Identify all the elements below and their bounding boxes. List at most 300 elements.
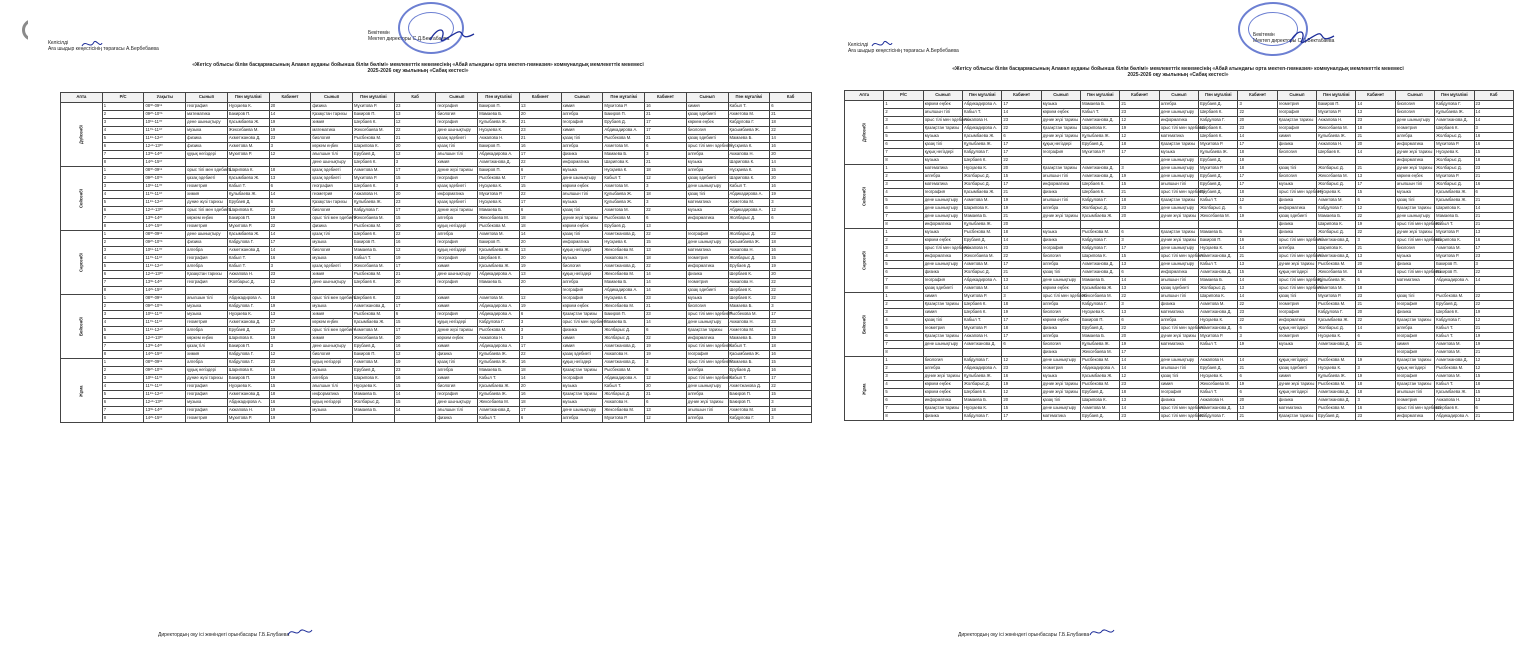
teacher-cell: Ахметжанова Д. <box>1081 269 1120 277</box>
room-cell: 6 <box>1238 325 1277 333</box>
lesson-time: 13³⁵-14²⁰ <box>144 407 186 415</box>
room-cell: 6 <box>1356 277 1395 285</box>
subject-cell: Қазақстан тарихы <box>311 111 353 119</box>
table-row <box>845 213 1514 221</box>
agreed-signatory: Аға шыдыр кеңесгісінің төрағасы А.Бербебаева <box>48 46 159 52</box>
room-cell: 23 <box>269 327 311 335</box>
room-cell: 12 <box>1120 373 1159 381</box>
teacher-cell: Шарипова К. <box>963 205 1002 213</box>
room-cell: 6 <box>1474 405 1514 413</box>
subject-cell: информатика <box>923 253 962 261</box>
subject-cell: алгебра <box>923 173 962 181</box>
teacher-cell: Нұсқаева К. <box>603 295 645 303</box>
teacher-cell: Рысбекова М. <box>1317 357 1356 365</box>
room-cell: 12 <box>645 415 687 423</box>
lesson-number: 6 <box>884 141 923 149</box>
table-row <box>61 383 812 391</box>
teacher-cell: Рысбекова М. <box>353 223 395 231</box>
teacher-cell <box>227 159 269 167</box>
column-header: Пән мұғалімі <box>353 93 395 103</box>
teacher-cell: Шербаев К. <box>1435 405 1474 413</box>
teacher-cell: Құлыбаева Ж. <box>353 199 395 207</box>
room-cell: 21 <box>1474 349 1514 357</box>
subject-cell: география <box>436 119 478 127</box>
teacher-cell: Жолбарыс Д. <box>728 215 770 223</box>
lesson-number: 5 <box>102 327 144 335</box>
room-cell: 15 <box>394 175 436 183</box>
subject-cell: ағылшын тілі <box>686 407 728 415</box>
room-cell: 6 <box>394 311 436 319</box>
subject-cell: ағылшын тілі <box>186 295 228 303</box>
subject-cell: музыка <box>923 133 962 141</box>
teacher-cell: Ахметова М. <box>1317 197 1356 205</box>
agreed-label: Келісілді <box>48 40 69 46</box>
table-row <box>61 287 812 295</box>
subject-cell: құқық негіздері <box>1277 389 1316 397</box>
room-cell: 23 <box>1002 365 1041 373</box>
teacher-cell: Құлыбаева Ж. <box>227 191 269 199</box>
lesson-number: 8 <box>884 221 923 229</box>
room-cell: 18 <box>770 119 812 127</box>
table-row <box>845 413 1514 421</box>
subject-cell: биология <box>436 383 478 391</box>
subject-cell: музыка <box>686 159 728 167</box>
subject-cell: музыка <box>186 399 228 407</box>
room-cell: 3 <box>645 151 687 159</box>
room-cell: 19 <box>269 215 311 223</box>
lesson-number: 5 <box>102 263 144 271</box>
room-cell: 22 <box>1356 213 1395 221</box>
room-cell: 13 <box>1356 253 1395 261</box>
subject-cell: құқық негіздері <box>436 223 478 231</box>
teacher-cell: Жолбарыс Д. <box>963 381 1002 389</box>
lesson-number: 4 <box>884 381 923 389</box>
room-cell: 14 <box>1474 277 1514 285</box>
room-cell: 19 <box>770 191 812 199</box>
subject-cell: геометрия <box>1395 397 1434 405</box>
room-cell: 17 <box>770 311 812 319</box>
teacher-cell: Жексебаева М. <box>478 215 520 223</box>
room-cell: 20 <box>1002 221 1041 229</box>
day-label: Сәрсенбі <box>61 231 103 295</box>
subject-cell: Қазақстан тарихы <box>1159 229 1198 237</box>
subject-cell: көркем еңбек <box>561 223 603 231</box>
subject-cell: дүние жүзі тарихы <box>1277 261 1316 269</box>
subject-cell: география <box>561 287 603 295</box>
lesson-time: 08³⁰-09¹⁵ <box>144 167 186 175</box>
table-row <box>845 221 1514 229</box>
lesson-number: 8 <box>884 349 923 357</box>
day-label: Бейсенбі <box>845 293 884 357</box>
subject-cell: информатика <box>561 159 603 167</box>
subject-cell: геометрия <box>1277 101 1316 109</box>
table-row <box>845 389 1514 397</box>
table-row <box>845 109 1514 117</box>
room-cell: 17 <box>1474 245 1514 253</box>
lesson-number: 7 <box>884 277 923 285</box>
teacher-cell: Шарипова К. <box>227 167 269 175</box>
column-header: Пән мұғалімі <box>603 93 645 103</box>
subject-cell <box>1041 157 1080 165</box>
subject-cell: география <box>1395 301 1434 309</box>
room-cell: 6 <box>519 415 561 423</box>
subject-cell: дүние жүзі тарихы <box>1041 389 1080 397</box>
lesson-number: 4 <box>884 125 923 133</box>
room-cell: 14 <box>1238 277 1277 285</box>
teacher-cell: Акжапова Н. <box>603 255 645 263</box>
table-row <box>61 151 812 159</box>
subject-cell: геометрия <box>1395 125 1434 133</box>
room-cell: 18 <box>1120 197 1159 205</box>
teacher-cell: Ерубаев Д. <box>1199 157 1238 165</box>
subject-cell: биология <box>1395 109 1434 117</box>
lesson-time: 11⁵⁵-12⁴⁰ <box>144 135 186 143</box>
room-cell: 13 <box>1120 397 1159 405</box>
room-cell: 22 <box>1120 293 1159 301</box>
column-header: Кабинет <box>1356 91 1395 101</box>
room-cell: 23 <box>269 135 311 143</box>
subject-cell: информатика <box>1041 181 1080 189</box>
teacher-cell: Жолбарыс Д. <box>1435 157 1474 165</box>
teacher-cell: Құлыбаева Ж. <box>1081 341 1120 349</box>
room-cell: 20 <box>1356 261 1395 269</box>
column-header: Сынып <box>923 91 962 101</box>
subject-cell: орыс тілі мен әдебиеті <box>1395 269 1434 277</box>
table-row <box>845 357 1514 365</box>
subject-cell: алгебра <box>686 151 728 159</box>
room-cell: 13 <box>1238 261 1277 269</box>
room-cell: 19 <box>1002 309 1041 317</box>
room-cell: 6 <box>1238 389 1277 397</box>
teacher-cell: Шарипова К. <box>353 143 395 151</box>
room-cell: 19 <box>1120 173 1159 181</box>
subject-cell: информатика <box>1277 205 1316 213</box>
room-cell: 22 <box>770 295 812 303</box>
room-cell: 18 <box>269 391 311 399</box>
subject-cell: математика <box>1159 341 1198 349</box>
subject-cell: дене шынықтыру <box>1159 205 1198 213</box>
table-row <box>61 399 812 407</box>
subject-cell: химия <box>561 103 603 111</box>
room-cell: 21 <box>1474 413 1514 421</box>
subject-cell: музыка <box>923 229 962 237</box>
room-cell: 23 <box>394 367 436 375</box>
teacher-cell: Бакиров П. <box>728 391 770 399</box>
teacher-cell: Кабдулова Г. <box>1199 117 1238 125</box>
subject-cell: алгебра <box>1159 317 1198 325</box>
teacher-cell: Нұсқаева К. <box>728 167 770 175</box>
approved-signatory: Мектеп директоры С.Д.Бектабаева <box>368 36 450 42</box>
room-cell: 6 <box>519 311 561 319</box>
room-cell: 22 <box>1238 109 1277 117</box>
subject-cell: дене шынықтыру <box>186 119 228 127</box>
room-cell: 17 <box>1002 181 1041 189</box>
subject-cell: математика <box>1277 405 1316 413</box>
subject-cell: қазақ әдебиеті <box>923 285 962 293</box>
subject-cell: информатика <box>1395 141 1434 149</box>
room-cell: 17 <box>1002 333 1041 341</box>
lesson-number: 1 <box>102 359 144 367</box>
subject-cell: дене шынықтыру <box>1159 245 1198 253</box>
room-cell: 21 <box>519 135 561 143</box>
teacher-cell: Кабыл Т. <box>1435 333 1474 341</box>
room-cell: 17 <box>1120 349 1159 357</box>
teacher-cell: Бакиров П. <box>353 111 395 119</box>
room-cell: 17 <box>394 263 436 271</box>
teacher-cell: Рысбекова М. <box>1317 261 1356 269</box>
teacher-cell: Кабыл Т. <box>227 255 269 263</box>
subject-cell: музыка <box>561 199 603 207</box>
lesson-number: 7 <box>884 341 923 349</box>
subject-cell: алгебра <box>186 263 228 271</box>
room-cell: 15 <box>1120 181 1159 189</box>
table-row <box>845 149 1514 157</box>
room-cell: 19 <box>1474 333 1514 341</box>
subject-cell: биология <box>1041 341 1080 349</box>
subject-cell: қазақ тілі <box>561 231 603 239</box>
room-cell: 17 <box>519 151 561 159</box>
subject-cell: дене шынықтыру <box>186 231 228 239</box>
lesson-time: 11⁰⁵-11⁵⁰ <box>144 127 186 135</box>
teacher-cell: Кабыл Т. <box>603 383 645 391</box>
subject-cell: алгебра <box>186 327 228 335</box>
room-cell: 14 <box>1120 405 1159 413</box>
subject-cell: орыс тілі мен әдебиеті <box>1395 237 1434 245</box>
room-cell: 15 <box>770 391 812 399</box>
subject-cell: орыс тілі мен әдебиеті <box>1041 293 1080 301</box>
subject-cell: көркем еңбек <box>436 335 478 343</box>
lesson-time: 08³⁰-09¹⁵ <box>144 103 186 111</box>
room-cell: 13 <box>1356 109 1395 117</box>
room-cell: 19 <box>269 415 311 423</box>
room-cell: 17 <box>394 327 436 335</box>
room-cell: 16 <box>269 255 311 263</box>
column-header: Сынып <box>1277 91 1316 101</box>
room-cell: 15 <box>394 383 436 391</box>
subject-cell: Қазақстан тарихы <box>1277 413 1316 421</box>
table-row <box>845 317 1514 325</box>
lesson-number: 6 <box>102 143 144 151</box>
teacher-cell: Ахметова М. <box>1435 349 1474 357</box>
column-header: Сынып <box>1041 91 1080 101</box>
subject-cell: құқық негіздері <box>1277 325 1316 333</box>
lesson-number: 6 <box>884 269 923 277</box>
subject-cell <box>311 415 353 423</box>
lesson-number: 8 <box>884 157 923 165</box>
room-cell: 14 <box>1474 117 1514 125</box>
column-header: Сынып <box>561 93 603 103</box>
room-cell: 14 <box>1238 357 1277 365</box>
subject-cell: музыка <box>311 255 353 263</box>
room-cell: 19 <box>645 351 687 359</box>
room-cell: 20 <box>394 335 436 343</box>
subject-cell: информатика <box>686 215 728 223</box>
room-cell: 3 <box>1238 333 1277 341</box>
teacher-cell: Кабыл Т. <box>728 375 770 383</box>
subject-cell: дүние жүзі тарихы <box>436 327 478 335</box>
column-header: Кабинет <box>519 93 561 103</box>
subject-cell: биология <box>311 135 353 143</box>
teacher-cell: Құлыбаева Ж. <box>963 221 1002 229</box>
teacher-cell: Мамаева Б. <box>728 359 770 367</box>
teacher-cell: Кабыл Т. <box>1435 381 1474 389</box>
subject-cell: физика <box>1159 397 1198 405</box>
subject-cell: орыс тілі мен әдебиеті <box>686 343 728 351</box>
room-cell: 3 <box>770 199 812 207</box>
teacher-cell: Мамаева Б. <box>728 335 770 343</box>
teacher-cell: Ахметжанова Д. <box>603 343 645 351</box>
lesson-number: 4 <box>102 255 144 263</box>
teacher-cell: Кабыл Т. <box>1199 261 1238 269</box>
teacher-cell: Абдикадирова А. <box>603 375 645 383</box>
teacher-cell: Шербаев К. <box>353 183 395 191</box>
room-cell: 19 <box>1002 197 1041 205</box>
teacher-cell: Шарипова К. <box>353 375 395 383</box>
room-cell: 13 <box>519 103 561 111</box>
table-row <box>61 111 812 119</box>
subject-cell: музыка <box>923 157 962 165</box>
lesson-number: 5 <box>102 391 144 399</box>
subject-cell: құқық негіздері <box>436 247 478 255</box>
subject-cell: дене шынықтыру <box>1395 117 1434 125</box>
subject-cell: дене шынықтыру <box>923 205 962 213</box>
room-cell: 20 <box>519 111 561 119</box>
subject-cell: дене шынықтыру <box>923 213 962 221</box>
lesson-time: 12⁴⁵-13³⁰ <box>144 271 186 279</box>
room-cell: 13 <box>1120 285 1159 293</box>
subject-cell <box>186 159 228 167</box>
room-cell <box>1120 221 1159 229</box>
column-header: Кабинет <box>1120 91 1159 101</box>
room-cell: 21 <box>1474 325 1514 333</box>
teacher-cell: Нұсқаева К. <box>963 405 1002 413</box>
room-cell: 18 <box>1120 141 1159 149</box>
room-cell: 22 <box>394 231 436 239</box>
room-cell: 15 <box>770 167 812 175</box>
subject-cell: химия <box>436 159 478 167</box>
room-cell: 15 <box>1356 189 1395 197</box>
room-cell: 16 <box>645 103 687 111</box>
room-cell: 19 <box>269 303 311 311</box>
teacher-cell: Ахметова М. <box>963 197 1002 205</box>
subject-cell: алгебра <box>561 279 603 287</box>
subject-cell: ағылшын тілі <box>1159 365 1198 373</box>
teacher-cell: Қасымбаева Ж. <box>1081 213 1120 221</box>
teacher-cell: Акжапова Н. <box>227 407 269 415</box>
room-cell: 13 <box>394 111 436 119</box>
teacher-cell: Бакиров П. <box>1435 261 1474 269</box>
room-cell: 13 <box>269 175 311 183</box>
teacher-cell: Шербаев К. <box>353 231 395 239</box>
teacher-cell: Құлыбаева Ж. <box>603 199 645 207</box>
subject-cell: химия <box>311 119 353 127</box>
teacher-cell: Ахметова М. <box>728 327 770 335</box>
teacher-cell: Ахметжанова Д. <box>963 341 1002 349</box>
table-row <box>845 373 1514 381</box>
teacher-cell: Жолбарыс Д. <box>1435 181 1474 189</box>
teacher-cell: Ахметова М. <box>603 143 645 151</box>
subject-cell <box>186 287 228 295</box>
room-cell: 14 <box>1120 357 1159 365</box>
subject-cell: алгебра <box>186 359 228 367</box>
subject-cell: орыс тілі мен әдебиеті <box>686 311 728 319</box>
teacher-cell: Ахметжанова Д. <box>478 407 520 415</box>
subject-cell: география <box>186 279 228 287</box>
room-cell: 3 <box>394 183 436 191</box>
teacher-cell: Кабдулова Г. <box>1081 245 1120 253</box>
teacher-cell: Жексебаева М. <box>353 263 395 271</box>
teacher-cell: Ерубаев Д. <box>1081 141 1120 149</box>
subject-cell: дене шынықтыру <box>311 279 353 287</box>
subject-cell: дүние жүзі тарихы <box>923 373 962 381</box>
teacher-cell: Акжапова Н. <box>478 135 520 143</box>
lesson-number: 3 <box>102 183 144 191</box>
room-cell: 12 <box>1238 197 1277 205</box>
subject-cell: биология <box>1041 309 1080 317</box>
subject-cell: география <box>561 295 603 303</box>
table-row <box>61 359 812 367</box>
room-cell: 12 <box>269 351 311 359</box>
table-row <box>61 327 812 335</box>
subject-cell: орыс тілі мен әдебиеті <box>1159 405 1198 413</box>
subject-cell: физика <box>923 269 962 277</box>
teacher-cell: Ахметжанова Д. <box>1435 357 1474 365</box>
subject-cell: алгебра <box>1041 333 1080 341</box>
day-label: Сейсенбі <box>61 167 103 231</box>
room-cell: 18 <box>269 167 311 175</box>
lesson-number: 1 <box>102 167 144 175</box>
teacher-cell: Ахметжанова Д. <box>353 303 395 311</box>
lesson-number: 5 <box>884 389 923 397</box>
day-label: Сәрсенбі <box>845 229 884 293</box>
room-cell: 14 <box>519 375 561 383</box>
subject-cell: география <box>436 103 478 111</box>
subject-cell: қазақ әдебиеті <box>186 175 228 183</box>
room-cell: 20 <box>770 175 812 183</box>
teacher-cell: Ахметжанова Д. <box>603 231 645 239</box>
teacher-cell: Рысбекова М. <box>478 175 520 183</box>
lesson-number: 5 <box>884 197 923 205</box>
subject-cell: физика <box>436 351 478 359</box>
room-cell: 16 <box>770 143 812 151</box>
teacher-cell: Рысбекова М. <box>353 135 395 143</box>
teacher-cell: Рысбекова М. <box>1317 301 1356 309</box>
room-cell: 20 <box>770 151 812 159</box>
table-row <box>845 285 1514 293</box>
subject-cell: геометрия <box>311 191 353 199</box>
room-cell: 15 <box>1238 269 1277 277</box>
lesson-number: 2 <box>884 109 923 117</box>
teacher-cell: Нұсқаева К. <box>478 183 520 191</box>
room-cell: 6 <box>1002 341 1041 349</box>
subject-cell: қазақ әдебиеті <box>436 199 478 207</box>
room-cell: 18 <box>1120 389 1159 397</box>
lesson-number: 6 <box>102 207 144 215</box>
teacher-cell: Бакиров П. <box>227 111 269 119</box>
agreed-signature <box>80 38 104 50</box>
teacher-cell: Ерубаев Д. <box>603 119 645 127</box>
teacher-cell: Жексебаева М. <box>227 127 269 135</box>
teacher-cell: Нұсқаева К. <box>603 167 645 175</box>
subject-cell: география <box>436 311 478 319</box>
subject-cell: дене шынықтыру <box>1159 357 1198 365</box>
lesson-time: 12⁴⁵-13³⁰ <box>144 207 186 215</box>
teacher-cell: Шарипова К. <box>1081 253 1120 261</box>
room-cell: 15 <box>394 399 436 407</box>
teacher-cell: Рысбекова М. <box>1317 381 1356 389</box>
table-row <box>845 197 1514 205</box>
subject-cell: информатика <box>923 221 962 229</box>
